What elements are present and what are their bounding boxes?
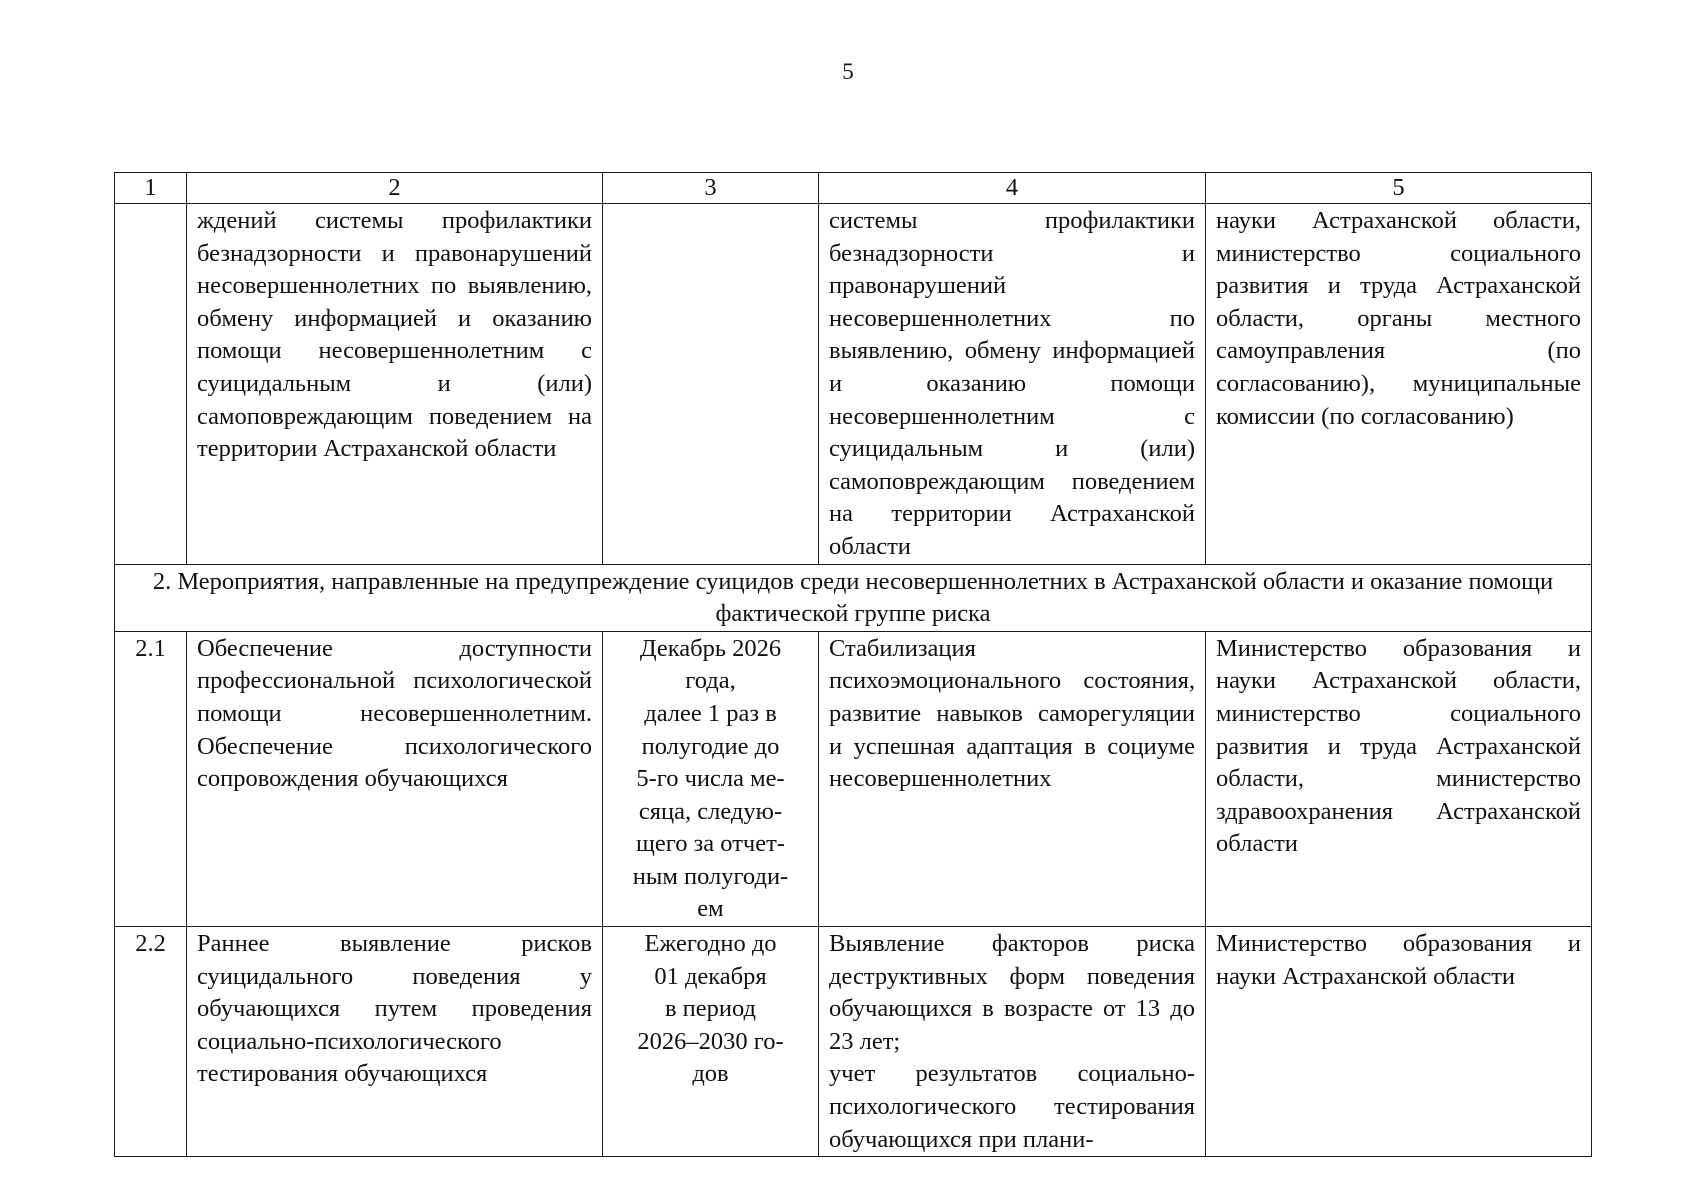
term-cell (603, 204, 819, 565)
term-line: 5-го числа ме- (636, 765, 785, 793)
table-row-2-2 (115, 927, 1592, 1157)
term-line: года, (685, 667, 736, 695)
term-line: дов (692, 1060, 729, 1088)
term-line: Декабрь 2026 (639, 634, 782, 662)
term-line: щего за отчет- (636, 830, 785, 858)
term-line: 2026–2030 го- (637, 1027, 784, 1055)
executors-cell: Министерство образования и науки Астраханской области (1206, 927, 1592, 1157)
column-header-4: 4 (819, 173, 1206, 204)
executors-cell: науки Астраханской области, министерство социального развития и труда Астраханской области, органы местного самоуправления (по согласованию), муниципальные комиссии (по согласованию) (1206, 204, 1592, 565)
result-cell (819, 927, 1206, 1157)
term-line: полугодие до (641, 732, 780, 760)
column-header-5: 5 (1206, 173, 1592, 204)
page-number: 5 (842, 59, 854, 84)
column-header-2: 2 (187, 173, 603, 204)
section-2-title: 2. Мероприятия, направленные на предупреждение суицидов среди несовершеннолетних в Астраханской области и оказание помощи фактической группе риска (115, 564, 1592, 631)
table-row-2-1 (115, 631, 1592, 926)
result-cell: Стабилизация психоэмоционального состояния, развитие навыков саморегуляции и успешная адаптация в социуме несовершеннолетних (819, 631, 1206, 926)
term-cell (603, 927, 819, 1157)
activity-cell: Обеспечение доступности профессиональной психологической помощи несовершеннолетним. Обеспечение психологического сопровождения обучающихся (187, 631, 603, 926)
term-line: ем (697, 895, 724, 923)
result-cell: системы профилактики безнадзорности и правонарушений несовершеннолетних по выявлению, обмену информацией и оказанию помощи несовершеннолетним с суицидальным и (или) самоповреждающим поведением на территории Астраханской области (819, 204, 1206, 565)
result-paragraph: учет результатов социально-психологического тестирования обучающихся при плани- (829, 1060, 1195, 1153)
term-line: Ежегодно до (644, 930, 777, 958)
term-line: ным полугоди- (632, 862, 789, 890)
term-line: 01 декабря (654, 962, 767, 990)
row-number-cell: 2.1 (115, 631, 187, 926)
activity-cell: Раннее выявление рисков суицидального поведения у обучающихся путем проведения социально-психологического тестирования обучающихся (187, 927, 603, 1157)
column-header-3: 3 (603, 173, 819, 204)
activity-cell: ждений системы профилактики безнадзорности и правонарушений несовершеннолетних по выявлению, обмену информацией и оказанию помощи несовершеннолетним с суицидальным и (или) самоповреждающим поведением на территории Астраханской области (187, 204, 603, 565)
row-number-cell: 2.2 (115, 927, 187, 1157)
row-number-cell (115, 204, 187, 565)
term-line: далее 1 раз в (644, 699, 777, 727)
term-line: в период (664, 995, 757, 1023)
result-paragraph: Выявление факторов риска деструктивных форм поведения обучающихся в возрасте от 13 до 23 лет; (829, 930, 1195, 1055)
executors-cell: Министерство образования и науки Астраханской области, министерство социального развития и труда Астраханской области, министерство здравоохранения Астраханской области (1206, 631, 1592, 926)
table-row-continuation (115, 204, 1592, 565)
term-cell (603, 631, 819, 926)
term-line: сяца, следую- (638, 797, 783, 825)
measures-table (114, 172, 1592, 1157)
column-header-1: 1 (115, 173, 187, 204)
section-2-row (115, 564, 1592, 631)
table-header-row (115, 173, 1592, 204)
